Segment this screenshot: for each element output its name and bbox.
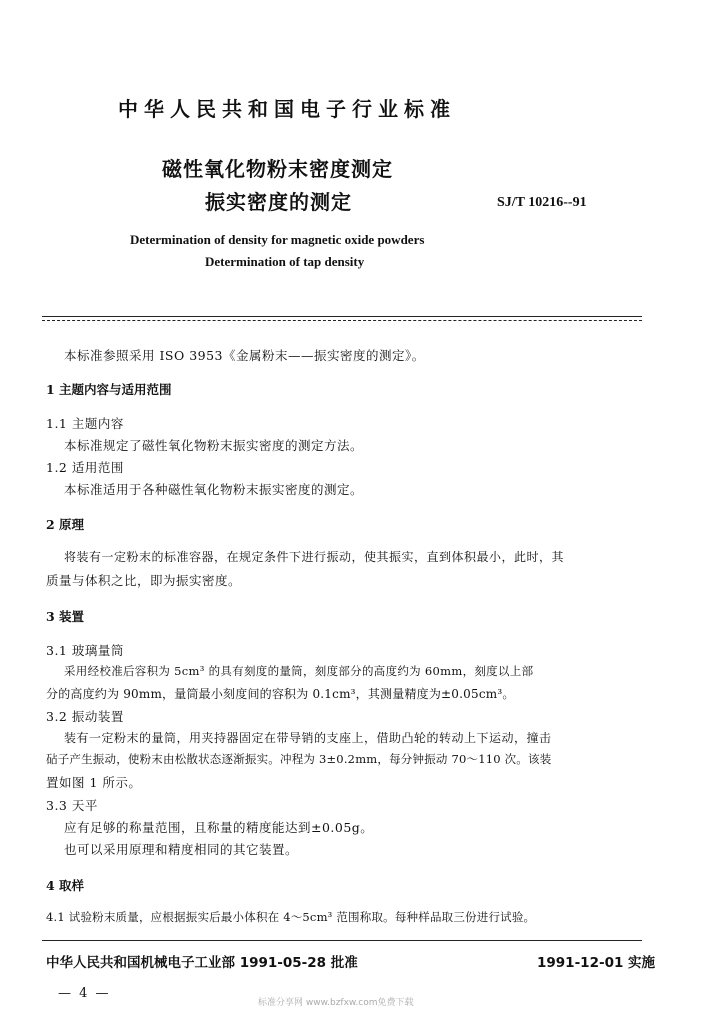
title-cn-line1: 磁性氧化物粉末密度测定 [162,157,393,181]
intro-text: 本标准参照采用 ISO 3953《金属粉末——振实密度的测定》。 [64,348,425,363]
footer-rule [42,940,642,941]
section-3-1-line2: 分的高度约为 90mm，量筒最小刻度间的容积为 0.1cm³，其测量精度为±0.05cm³。 [46,687,515,701]
section-4-1-line1: 4.1 试验粉末质量，应根据振实后最小体积在 4～5cm³ 范围称取。每种样品取三份进行试验。 [46,910,536,924]
section-3-3-heading: 3.3 天平 [46,798,98,813]
standard-org-title: 中华人民共和国电子行业标准 [118,97,456,121]
section-1-2-text: 本标准适用于各种磁性氧化物粉末振实密度的测定。 [64,482,364,497]
section-1-1-text: 本标准规定了磁性氧化物粉末振实密度的测定方法。 [64,438,364,453]
approval-line: 中华人民共和国机械电子工业部 1991-05-28 批准 [46,955,358,971]
section-1-1-heading: 1.1 主题内容 [46,416,124,431]
section-3-3-line2: 也可以采用原理和精度相同的其它装置。 [64,842,299,857]
section-3-2-line3: 置如图 1 所示。 [46,775,142,790]
section-1-2-heading: 1.2 适用范围 [46,460,124,475]
title-en-line1: Determination of density for magnetic oxide powders [130,232,425,247]
section-2-heading: 2 原理 [46,517,85,532]
page-number: — 4 — [58,986,111,1001]
section-2-text-line2: 质量与体积之比，即为振实密度。 [46,573,242,588]
section-3-2-heading: 3.2 振动装置 [46,709,124,724]
section-3-1-line1: 采用经校准后容积为 5cm³ 的具有刻度的量筒，刻度部分的高度约为 60mm，刻度以上部 [64,664,534,678]
section-3-3-line1: 应有足够的称量范围，且称量的精度能达到±0.05g。 [64,820,374,835]
section-3-2-line2: 砧子产生振动，使粉末由松散状态逐渐振实。冲程为 3±0.2mm，每分钟振动 70～110 次。该装 [46,752,552,766]
section-3-1-heading: 3.1 玻璃量筒 [46,643,124,658]
section-2-text-line1: 将装有一定粉末的标准容器，在规定条件下进行振动，使其振实，直到体积最小，此时，其 [64,550,565,564]
header-rule-lower [42,320,642,321]
section-1-heading: 1 主题内容与适用范围 [46,382,172,397]
implementation-date: 1991-12-01 实施 [537,955,656,971]
section-4-heading: 4 取样 [46,878,85,893]
section-3-2-line1: 装有一定粉末的量筒，用夹持器固定在带导销的支座上，借助凸轮的转动上下运动，撞击 [64,731,552,745]
standard-code: SJ/T 10216--91 [497,195,587,210]
title-en-line2: Determination of tap density [205,254,365,269]
header-rule [42,316,642,317]
watermark: 标准分享网 www.bzfxw.com免费下载 [258,998,414,1008]
title-cn-line2: 振实密度的测定 [205,190,352,214]
section-3-heading: 3 装置 [46,609,85,624]
